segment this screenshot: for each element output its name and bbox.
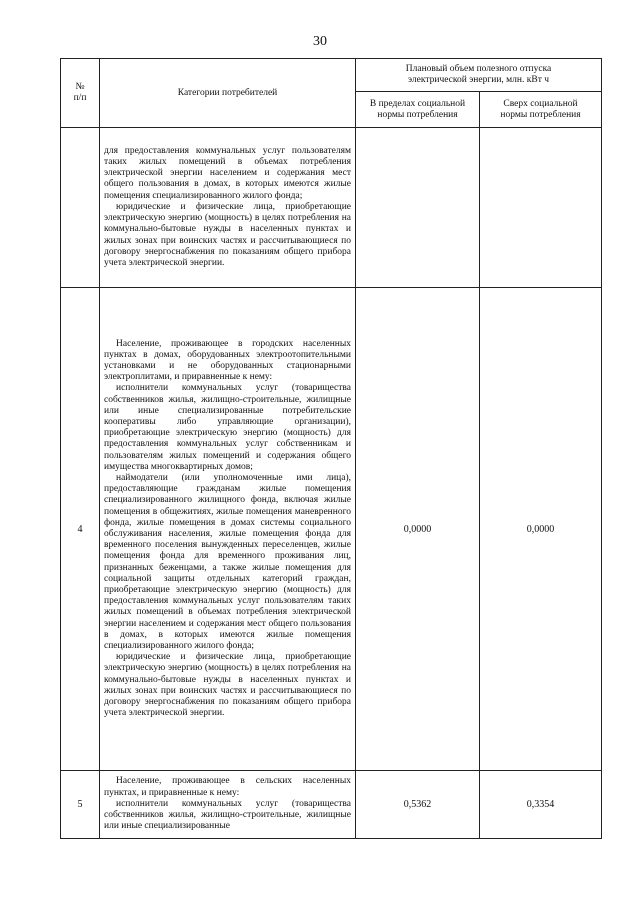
- header-number: № п/п: [61, 59, 100, 128]
- consumption-table: [60, 58, 602, 839]
- row-number: 5: [61, 771, 100, 839]
- value-above-norm: 0,0000: [480, 288, 602, 771]
- header-planned-volume: Плановый объем полезного отпуска электрической энергии, млн. кВт ч: [356, 59, 602, 92]
- paragraph: исполнители коммунальных услуг (товарищества собственников жилья, жилищно-строительные, жилищные или иные специализированные потребительские кооперативы либо управляющие организации), приобретающие электрическую энергию (мощность) для предоставления коммунальных услуг собственникам и пользователям жилых помещений и содержания общего имущества многоквартирных домов;: [104, 383, 351, 472]
- row-category: [100, 288, 356, 771]
- row-category: [100, 771, 356, 839]
- row-number: 4: [61, 288, 100, 771]
- value-above-norm: 0,3354: [480, 771, 602, 839]
- value-within-norm: 0,5362: [356, 771, 480, 839]
- paragraph: юридические и физические лица, приобретающие электрическую энергию (мощность) в целях потребления на коммунально-бытовые нужды в населенных пунктах и жилых зонах при воинских частях и рассчитывающиеся по договору энергоснабжения по показаниям общего прибора учета электрической энергии.: [104, 652, 351, 719]
- table-row: [61, 771, 602, 839]
- value-within-norm: 0,0000: [356, 288, 480, 771]
- paragraph: наймодатели (или уполномоченные ими лица), предоставляющие гражданам жилые помещения специализированного жилищного фонда, включая жилые помещения в общежитиях, жилые помещения маневренного фонда, жилые помещения в домах системы социального обслуживания населения, жилые помещения фонда для временного поселения вынужденных переселенцев, жилые помещения фонда для временного проживания лиц, признанных беженцами, а также жилые помещения для социальной защиты отдельных категорий граждан, приобретающие электрическую энергию (мощность) для предоставления коммунальных услуг пользователям таких жилых помещений в объемах потребления электрической энергии населением и содержания мест общего пользования в домах, в которых имеются жилые помещения специализированного жилого фонда;: [104, 472, 351, 652]
- page-number: 30: [313, 34, 327, 49]
- paragraph: юридические и физические лица, приобретающие электрическую энергию (мощность) в целях потребления на коммунально-бытовые нужды в населенных пунктах и жилых зонах при воинских частях и рассчитывающиеся по договору энергоснабжения по показаниям общего прибора учета электрической энергии.: [104, 201, 351, 268]
- value-within-norm: [356, 128, 480, 288]
- row-category: [100, 128, 356, 288]
- header-above-norm: Сверх социальной нормы потребления: [480, 92, 602, 128]
- value-above-norm: [480, 128, 602, 288]
- paragraph: Население, проживающее в городских населенных пунктах в домах, оборудованных электроотопительными установками и не оборудованных стационарными электроплитами, и приравненные к нему:: [104, 338, 351, 383]
- row-number: [61, 128, 100, 288]
- header-category: Категории потребителей: [100, 59, 356, 128]
- paragraph: для предоставления коммунальных услуг пользователям таких жилых помещений в объемах потребления электрической энергии населением и содержания мест общего пользования в домах, в которых имеются жилые помещения специализированного жилого фонда;: [104, 145, 351, 201]
- paragraph: Население, проживающее в сельских населенных пунктах, и приравненные к нему:: [104, 776, 351, 798]
- table-row: [61, 128, 602, 288]
- header-within-norm: В пределах социальной нормы потребления: [356, 92, 480, 128]
- table-row: [61, 288, 602, 771]
- paragraph: исполнители коммунальных услуг (товарищества собственников жилья, жилищно-строительные, жилищные или иные специализированные: [104, 798, 351, 832]
